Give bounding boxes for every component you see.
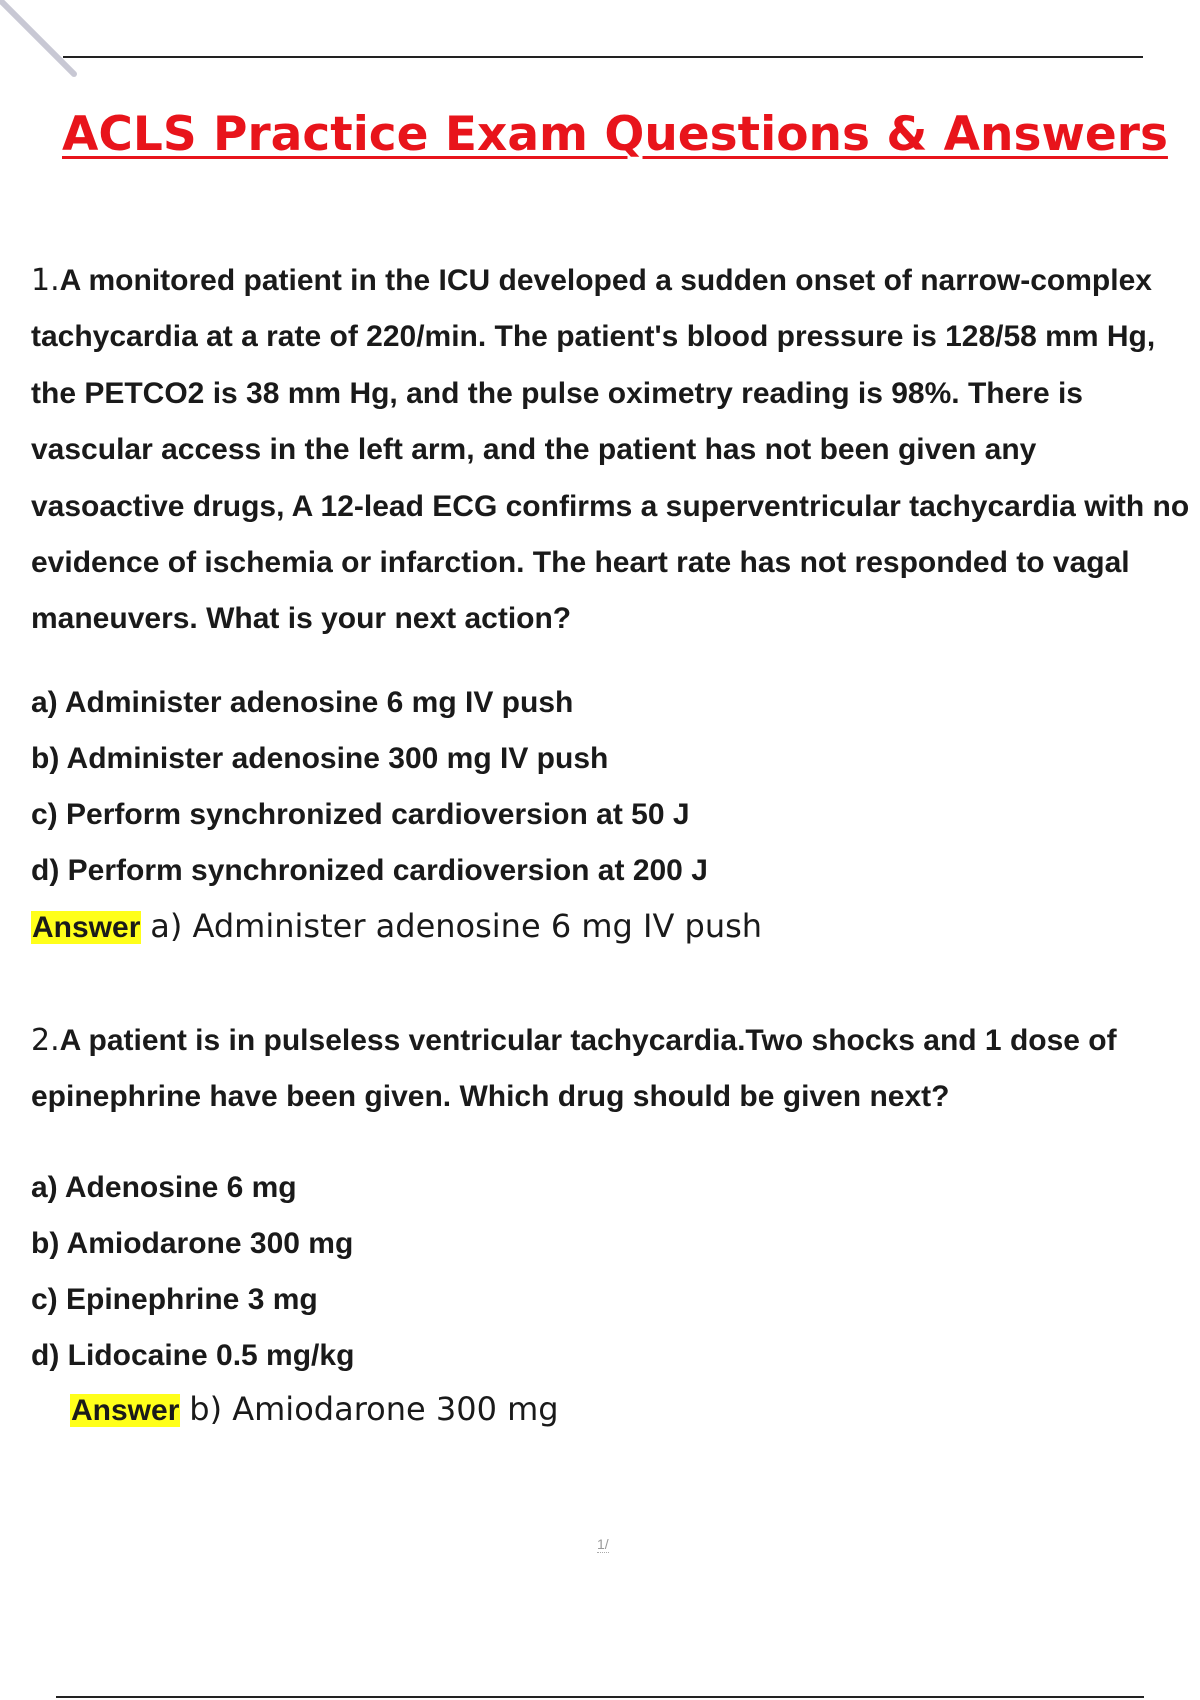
document-title: ACLS Practice Exam Questions & Answers bbox=[62, 107, 1168, 162]
option-a: a) Administer adenosine 6 mg IV push bbox=[31, 686, 574, 719]
question-1-answer bbox=[31, 903, 762, 951]
option-d: d) Perform synchronized cardioversion at 200 J bbox=[31, 854, 708, 887]
question-1-options bbox=[31, 675, 708, 899]
option-c: c) Epinephrine 3 mg bbox=[31, 1283, 318, 1316]
answer-text: b) Amiodarone 300 mg bbox=[189, 1390, 559, 1428]
question-2-text bbox=[31, 1013, 1191, 1126]
option-c: c) Perform synchronized cardioversion at 50 J bbox=[31, 798, 690, 831]
question-2-options bbox=[31, 1160, 354, 1384]
question-1-text bbox=[31, 253, 1191, 648]
question-2-answer bbox=[70, 1386, 559, 1434]
answer-text: a) Administer adenosine 6 mg IV push bbox=[150, 907, 763, 945]
question-body: A monitored patient in the ICU developed a sudden onset of narrow-complex tachycardia at a rate of 220/min. The patient's blood pressure is 128/58 mm Hg, the PETCO2 is 38 mm Hg, and the pulse oximetry reading is 98%. There is vascular access in the left arm, and the patient has not been given any vasoactive drugs, A 12-lead ECG confirms a superventricular tachycardia with no evidence of ischemia or infarction. The heart rate has not responded to vagal maneuvers. What is your next action? bbox=[31, 264, 1190, 636]
page-number: 1/ bbox=[597, 1536, 609, 1552]
question-number: 2. bbox=[31, 1023, 60, 1058]
page-fold-mark bbox=[0, 0, 80, 80]
option-d: d) Lidocaine 0.5 mg/kg bbox=[31, 1339, 355, 1372]
top-divider bbox=[63, 56, 1143, 58]
option-b: b) Administer adenosine 300 mg IV push bbox=[31, 742, 609, 775]
answer-highlight-label: Answer bbox=[32, 911, 141, 944]
question-body: A patient is in pulseless ventricular tachycardia.Two shocks and 1 dose of epinephrine have been given. Which drug should be given next? bbox=[31, 1024, 1117, 1114]
question-number: 1. bbox=[31, 263, 60, 298]
bottom-divider bbox=[56, 1696, 1144, 1698]
option-b: b) Amiodarone 300 mg bbox=[31, 1227, 354, 1260]
answer-highlight-label: Answer bbox=[71, 1394, 180, 1427]
option-a: a) Adenosine 6 mg bbox=[31, 1171, 297, 1204]
